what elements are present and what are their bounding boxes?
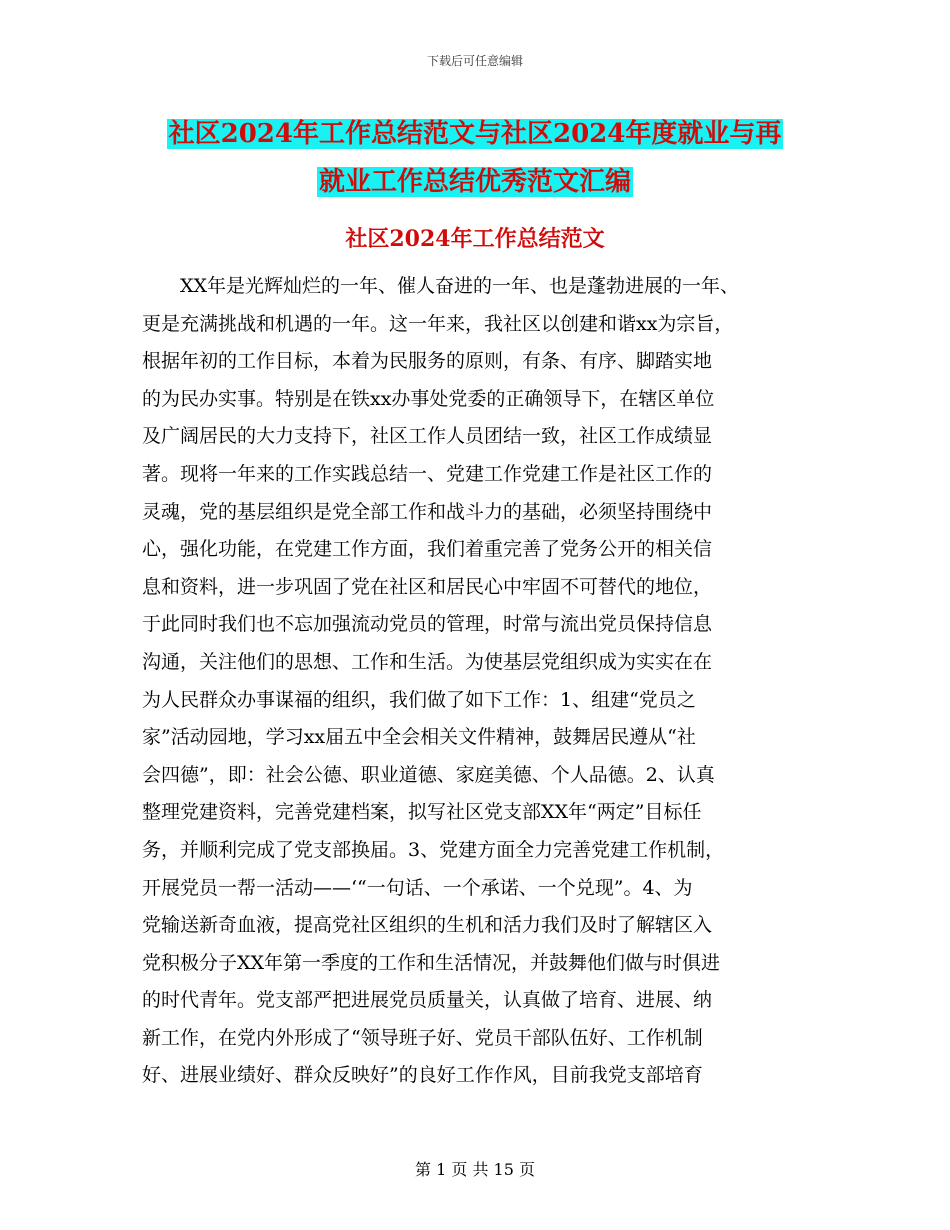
body-line: 沟通，关注他们的思想、工作和生活。为使基层党组织成为实实在在	[142, 650, 713, 673]
body-line: 整理党建资料，完善党建档案，拟写社区党支部XX年“两定”目标任	[142, 801, 702, 824]
body-line: 党输送新奇血液，提高党社区组织的生机和活力我们及时了解辖区入	[142, 914, 713, 937]
document-title-line-1: 社区2024年工作总结范文与社区2024年度就业与再	[168, 119, 782, 149]
body-line: 及广阔居民的大力支持下，社区工作人员团结一致，社区工作成绩显	[142, 425, 713, 448]
body-line: 的为民办实事。特别是在铁xx办事处党委的正确领导下，在辖区单位	[142, 387, 715, 410]
document-title-line-2: 就业工作总结优秀范文汇编	[318, 167, 631, 197]
body-line: 开展党员一帮一活动——‘“一句话、一个承诺、一个兑现”。4、为	[142, 876, 693, 899]
body-line: 灵魂，党的基层组织是党全部工作和战斗力的基础，必须坚持围绕中	[142, 500, 713, 523]
body-line: 会四德”，即：社会公德、职业道德、家庭美德、个人品德。2、认真	[142, 763, 715, 786]
body-line: 于此同时我们也不忘加强流动党员的管理，时常与流出党员保持信息	[142, 613, 713, 636]
body-line: 务，并顺利完成了党支部换届。3、党建方面全力完善党建工作机制，	[142, 838, 725, 861]
body-line: 的时代青年。党支部严把进展党员质量关，认真做了培育、进展、纳	[142, 989, 713, 1012]
body-line: 著。现将一年来的工作实践总结一、党建工作党建工作是社区工作的	[142, 462, 713, 485]
body-paragraph	[142, 268, 814, 1095]
body-line: 根据年初的工作目标，本着为民服务的原则，有条、有序、脚踏实地	[142, 350, 713, 373]
body-line: 心，强化功能，在党建工作方面，我们着重完善了党务公开的相关信	[142, 538, 713, 561]
body-line: 新工作，在党内外形成了“领导班子好、党员干部队伍好、工作机制	[142, 1026, 703, 1049]
body-line: 家”活动园地，学习xx届五中全会相关文件精神，鼓舞居民遵从“社	[142, 726, 696, 749]
page-footer-number: 第 1 页 共 15 页	[415, 1160, 535, 1179]
body-line: XX年是光辉灿烂的一年、催人奋进的一年、也是蓬勃进展的一年、	[180, 275, 740, 297]
body-line: 好、进展业绩好、群众反映好”的良好工作作风，目前我党支部培育	[142, 1064, 703, 1087]
body-line: 更是充满挑战和机遇的一年。这一年来，我社区以创建和谐xx为宗旨，	[142, 312, 734, 335]
body-line: 党积极分子XX年第一季度的工作和生活情况，并鼓舞他们做与时俱进	[142, 951, 721, 974]
document-title	[0, 110, 950, 206]
body-line: 息和资料，进一步巩固了党在社区和居民心中牢固不可替代的地位，	[142, 575, 713, 598]
body-line: 为人民群众办事谋福的组织，我们做了如下工作：1、组建“党员之	[142, 688, 696, 711]
section-title: 社区2024年工作总结范文	[345, 226, 605, 252]
page-header-note: 下载后可任意编辑	[426, 54, 523, 68]
